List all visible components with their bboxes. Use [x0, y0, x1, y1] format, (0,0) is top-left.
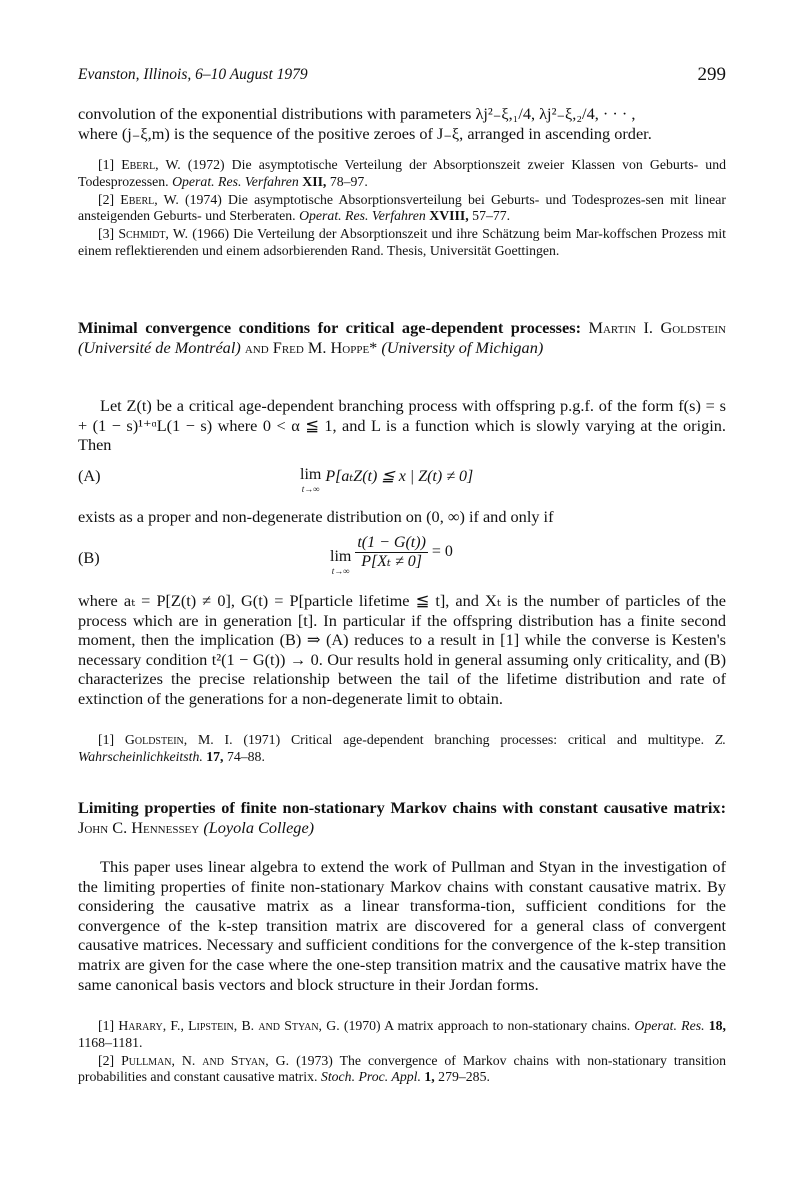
- author-name: John C. Hennessey: [78, 818, 200, 837]
- reference-list: [78, 1018, 726, 1087]
- limit-operator: lim: [330, 548, 352, 565]
- paragraph-line: exists as a proper and non-degenerate distribution on (0, ∞) if and only if: [78, 507, 554, 526]
- reference-text: (1973) The convergence of Markov chains with non-stationary transition probabilities and constant causative matrix.: [78, 1052, 726, 1085]
- limit-subscript: t→∞: [331, 566, 350, 576]
- reference-number: [3]: [98, 226, 115, 242]
- author-affiliation: (Loyola College): [203, 818, 315, 837]
- reference-journal: Operat. Res.: [634, 1018, 705, 1033]
- limit-subscript: t→∞: [301, 484, 320, 494]
- limit-operator: lim: [300, 466, 322, 483]
- reference-volume: XVIII,: [425, 208, 469, 224]
- equation-body: [300, 466, 473, 494]
- reference-author: Eberl, W.: [121, 157, 181, 172]
- fraction-numerator: t(1 − G(t)): [357, 534, 426, 551]
- reference-pages: 74–88.: [223, 748, 265, 764]
- abstract-paragraph: where aₜ = P[Z(t) ≠ 0], G(t) = P[particle lifetime ≦ t], and Xₜ is the number of particles of the process which are in generation [t]. In particular if the offspring distribution has a finite second moment, then the implication (B) ⇒ (A) reduces to a result in [1] while the converse is Kesten's necessary condition t²(1 − G(t)) → 0. Our results hold in general assuming only criticality, and (B) characterizes the precise relationship between the tail of the lifetime distribution and rate of extinction of the generations for a non-degenerate limit to obtain.: [78, 591, 726, 708]
- abstract-title: Limiting properties of finite non-stationary Markov chains with constant causative matrix:: [78, 798, 726, 817]
- reference-volume: 1,: [420, 1069, 435, 1085]
- reference-number: [2]: [98, 191, 115, 207]
- reference-item: [78, 192, 726, 226]
- reference-list: [78, 157, 726, 261]
- reference-item: [78, 157, 726, 191]
- reference-number: [1]: [98, 1018, 115, 1033]
- reference-author: Eberl, W.: [120, 191, 179, 207]
- page-number: 299: [697, 64, 726, 85]
- reference-number: [1]: [98, 732, 115, 747]
- reference-author: Schmidt, W.: [118, 226, 189, 242]
- paragraph-line: where (j₋ξ,m) is the sequence of the positive zeroes of J₋ξ, arranged in ascending order.: [78, 123, 652, 143]
- reference-pages: 1168–1181.: [78, 1034, 143, 1050]
- author-name: Martin I. Goldstein: [588, 318, 726, 337]
- reference-list: [78, 732, 726, 767]
- abstract-body: [78, 396, 726, 455]
- abstract-continuation: [78, 104, 726, 143]
- equation-rhs: = 0: [431, 543, 453, 561]
- reference-item: [78, 1018, 726, 1052]
- reference-text: (1971) Critical age-dependent branching processes: critical and multitype.: [232, 732, 705, 747]
- abstract-title: Minimal convergence conditions for critical age-dependent processes:: [78, 318, 581, 337]
- reference-text: (1972) Die asymptotische Verteilung der Absorptionszeit zweier Klassen von Geburts- und Todesprozessen.: [78, 157, 727, 189]
- reference-text: (1974) Die asymptotische Absorptionsverteilung bei Geburts- und Todesprozes-sen mit linear ansteigenden Geburts- und Sterberaten.: [78, 191, 727, 224]
- abstract-title-block: [78, 798, 726, 838]
- reference-author: Pullman, N. and Styan, G.: [121, 1052, 290, 1068]
- reference-number: [2]: [98, 1052, 115, 1068]
- equation-label: (B): [78, 548, 100, 567]
- fraction-denominator: P[Xₜ ≠ 0]: [361, 553, 422, 570]
- reference-journal: Operat. Res. Verfahren: [172, 173, 299, 189]
- reference-volume: 17,: [202, 748, 224, 764]
- reference-journal: Z. Wahrscheinlichkeitsth.: [78, 732, 726, 764]
- reference-item: [78, 226, 726, 260]
- reference-author: Goldstein, M. I.: [124, 732, 233, 747]
- reference-volume: XII,: [298, 173, 327, 189]
- reference-author: Harary, F., Lipstein, B. and Styan, G.: [118, 1018, 340, 1033]
- abstract-intro: Let Z(t) be a critical age-dependent branching process with offspring p.g.f. of the form f(s) = s + (1 − s)¹⁺ᵅL(1 − s) where 0 < α ≦ 1, and L is a function which is slowly varying at the origin. Then: [78, 396, 726, 455]
- abstract-body: [78, 591, 726, 709]
- equation-b: [78, 534, 726, 586]
- abstract-paragraph: This paper uses linear algebra to extend the work of Pullman and Styan in the investigation of the limiting properties of finite non-stationary Markov chains with constant causative matrix. By considering the causative matrix as a linear transforma-tion, sufficient conditions for the convergence of the k-step transition matrix are discovered for a general class of convergent causative matrices. Necessary and sufficient conditions for the convergence of the k-step transition matrix are given for the case where the one-step transition matrix and the causative matrix have the same canonical basis vectors and block structure in their Jordan forms.: [78, 857, 726, 994]
- author-affiliation: (Université de Montréal): [78, 338, 241, 357]
- reference-text: (1970) A matrix approach to non-stationary chains.: [339, 1018, 635, 1033]
- reference-pages: 78–97.: [326, 173, 368, 189]
- paragraph-line: convolution of the exponential distributions with parameters λj²₋ξ,₁/4, λj²₋ξ,₂/4, · · · ,: [78, 104, 636, 123]
- reference-text: (1966) Die Verteilung der Absorptionszeit und ihre Schätzung beim Mar-koffschen Prozess mit einem reflektierenden und einem adsorbierenden Rand. Thesis, Universität Goettingen.: [78, 226, 726, 258]
- equation-expression: P[aₜZ(t) ≦ x | Z(t) ≠ 0]: [325, 468, 474, 485]
- reference-number: [1]: [98, 157, 115, 172]
- reference-journal: Operat. Res. Verfahren: [299, 208, 426, 224]
- abstract-body: [78, 857, 726, 994]
- abstract-body: [78, 507, 726, 527]
- reference-pages: 57–77.: [468, 208, 511, 224]
- reference-pages: 279–285.: [434, 1069, 490, 1085]
- abstract-title-block: [78, 318, 726, 358]
- running-head-text: Evanston, Illinois, 6–10 August 1979: [78, 66, 308, 83]
- running-header: [78, 64, 726, 86]
- conjunction: and: [244, 338, 269, 357]
- reference-item: [78, 1053, 726, 1087]
- reference-volume: 18,: [704, 1018, 727, 1033]
- author-affiliation: (University of Michigan): [381, 338, 544, 357]
- reference-journal: Stoch. Proc. Appl.: [320, 1069, 421, 1085]
- author-name: Fred M. Hoppe*: [272, 338, 378, 357]
- reference-item: [78, 732, 726, 766]
- equation-label: (A): [78, 466, 101, 485]
- equation-body: [330, 534, 453, 576]
- equation-a: [78, 464, 726, 498]
